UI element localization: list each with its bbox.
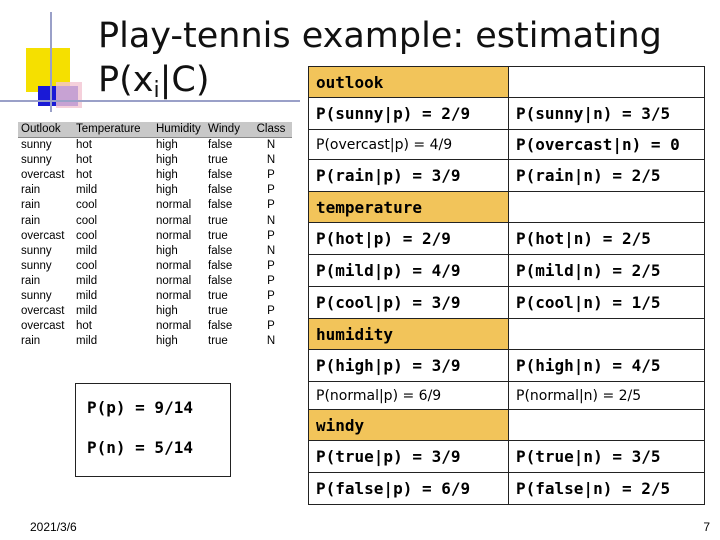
temperature-header: temperature [309,192,509,223]
p-hot-given-n: P(hot|n) = 2/5 [509,223,705,255]
p-mild-given-p: P(mild|p) = 4/9 [309,255,509,287]
table-row [18,304,292,319]
table-cell: high [156,184,178,197]
table-cell: false [208,320,233,333]
table-row [18,198,292,213]
table-cell: cool [76,214,98,227]
table-cell: high [156,335,178,348]
humidity-header-empty [509,319,705,350]
column-header-class: Class [250,122,292,138]
column-header-outlook: Outlook [18,122,73,138]
table-row [309,130,705,160]
table-cell: overcast [21,320,65,333]
table-row [18,214,292,229]
column-header-windy: Windy [205,122,250,138]
table-cell: N [266,139,276,152]
p-cool-given-p: P(cool|p) = 3/9 [309,287,509,319]
table-cell: N [266,154,276,167]
title-subscript: i [153,78,160,103]
page-number: 7 [703,520,710,534]
table-cell: true [208,335,228,348]
priors-box [75,383,231,477]
slide-title-line1: Play-tennis example: estimating [98,16,662,56]
table-cell: rain [21,214,41,227]
humidity-header: humidity [309,319,509,350]
table-cell: hot [76,320,92,333]
p-overcast-given-p: P(overcast|p) = 4/9 [309,130,509,160]
table-cell: sunny [21,154,52,167]
table-cell: mild [76,305,98,318]
p-normal-given-p: P(normal|p) = 6/9 [309,382,509,410]
table-cell: mild [76,184,98,197]
table-row [309,223,705,255]
table-cell: overcast [21,229,65,242]
decorative-vertical-line [50,12,52,112]
p-sunny-given-p: P(sunny|p) = 2/9 [309,98,509,130]
table-cell: rain [21,335,41,348]
column-header-humidity: Humidity [153,122,205,138]
table-row [309,98,705,130]
table-cell: sunny [21,139,52,152]
table-cell: rain [21,184,41,197]
table-cell: P [267,184,275,197]
table-cell: hot [76,154,92,167]
prior-p: P(p) = 9/14 [87,398,193,417]
table-cell: P [267,169,275,182]
table-cell: false [208,199,233,212]
table-cell: rain [21,274,41,287]
decorative-pink-square [56,82,82,108]
table-cell: false [208,259,233,272]
title-prefix: P(x [98,60,154,100]
p-rain-given-p: P(rain|p) = 3/9 [309,160,509,192]
windy-header-empty [509,410,705,441]
table-row [18,138,292,154]
table-cell: false [208,244,233,257]
table-cell: high [156,305,178,318]
p-high-given-p: P(high|p) = 3/9 [309,350,509,382]
p-sunny-given-n: P(sunny|n) = 3/5 [509,98,705,130]
table-cell: P [267,259,275,272]
table-cell: P [267,199,275,212]
table-cell: true [208,154,228,167]
table-cell: hot [76,169,92,182]
table-cell: rain [21,199,41,212]
p-overcast-given-n: P(overcast|n) = 0 [509,130,705,160]
table-cell: mild [76,244,98,257]
table-cell: high [156,169,178,182]
table-cell: cool [76,259,98,272]
temperature-header-empty [509,192,705,223]
conditional-probability-table [308,66,705,505]
column-header-temperature: Temperature [73,122,153,138]
table-row [309,255,705,287]
table-row [309,287,705,319]
table-row [18,153,292,168]
table-cell: sunny [21,290,52,303]
table-cell: overcast [21,305,65,318]
table-cell: true [208,229,228,242]
table-cell: mild [76,335,98,348]
table-row [18,259,292,274]
p-high-given-n: P(high|n) = 4/5 [509,350,705,382]
table-cell: P [267,320,275,333]
table-cell: normal [156,320,192,333]
table-cell: normal [156,214,192,227]
table-cell: normal [156,199,192,212]
training-table-header-row [18,122,292,138]
outlook-header-row [309,67,705,98]
table-row [18,274,292,289]
table-row [309,350,705,382]
p-rain-given-n: P(rain|n) = 2/5 [509,160,705,192]
prior-n: P(n) = 5/14 [87,438,193,457]
table-cell: normal [156,259,192,272]
outlook-header-empty [509,67,705,98]
table-cell: N [266,244,276,257]
table-cell: cool [76,199,98,212]
table-row [18,229,292,244]
table-row [309,160,705,192]
training-data-table [18,122,292,349]
p-mild-given-n: P(mild|n) = 2/5 [509,255,705,287]
p-false-given-p: P(false|p) = 6/9 [309,473,509,505]
table-cell: false [208,274,233,287]
table-cell: high [156,244,178,257]
footer-date: 2021/3/6 [30,520,77,534]
table-cell: cool [76,229,98,242]
table-cell: P [267,305,275,318]
table-row [18,289,292,304]
table-cell: false [208,169,233,182]
table-row [18,319,292,334]
table-cell: normal [156,229,192,242]
table-row [18,183,292,198]
table-cell: true [208,305,228,318]
table-cell: true [208,214,228,227]
table-row [18,244,292,259]
p-true-given-n: P(true|n) = 3/5 [509,441,705,473]
table-cell: mild [76,290,98,303]
table-cell: N [266,214,276,227]
table-row [309,441,705,473]
p-true-given-p: P(true|p) = 3/9 [309,441,509,473]
table-cell: true [208,290,228,303]
windy-header-row [309,410,705,441]
windy-header: windy [309,410,509,441]
title-suffix: |C) [159,60,210,100]
humidity-header-row [309,319,705,350]
table-cell: sunny [21,259,52,272]
table-cell: N [266,335,276,348]
table-cell: false [208,184,233,197]
table-cell: mild [76,274,98,287]
table-cell: normal [156,290,192,303]
table-cell: overcast [21,169,65,182]
p-hot-given-p: P(hot|p) = 2/9 [309,223,509,255]
table-cell: sunny [21,244,52,257]
table-cell: P [267,229,275,242]
table-row [309,382,705,410]
table-row [18,168,292,183]
outlook-header: outlook [309,67,509,98]
table-cell: high [156,154,178,167]
table-cell: P [267,274,275,287]
table-row [18,334,292,349]
p-false-given-n: P(false|n) = 2/5 [509,473,705,505]
temperature-header-row [309,192,705,223]
table-cell: normal [156,274,192,287]
p-normal-given-n: P(normal|n) = 2/5 [509,382,705,410]
table-cell: high [156,139,178,152]
table-cell: P [267,290,275,303]
p-cool-given-n: P(cool|n) = 1/5 [509,287,705,319]
table-cell: false [208,139,233,152]
table-cell: hot [76,139,92,152]
table-row [309,473,705,505]
